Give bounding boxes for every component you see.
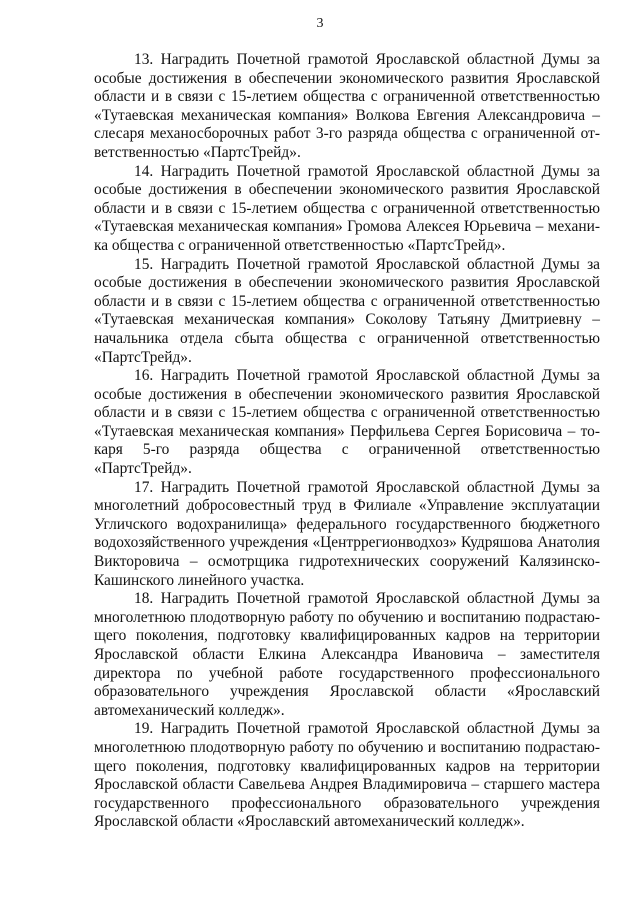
paragraph-17: 17. Наградить Почетной грамотой Ярославской областной Думы за многолетний добросовестный труд в Филиале «Управление эксплуатации Угличского водохранилища» федерального государственного бюджетного водохозяйственного учреждения «Центррегионводхоз» Кудряшова Анатолия Викторовича – осмотрщика гидротехнических сооружений Калязинско-Кашинского линейного участка. — [94, 478, 600, 589]
paragraph-13: 13. Наградить Почетной грамотой Ярославской областной Думы за особые достижения в обеспечении экономического развития Ярославской области и в связи с 15-летием общества с ограниченной ответственностью «Тутаевская механическая компания» Волкова Евгения Александровича – слесаря механосборочных работ 3-го разряда общества с ограниченной ответственностью «ПартсТрейд». — [94, 51, 600, 161]
paragraph-19: 19. Наградить Почетной грамотой Ярославской областной Думы за многолетнюю плодотворную работу по обучению и воспитанию подрастающего поколения, подготовку квалифицированных кадров на территории Ярославской области Савельева Андрея Владимировича – старшего мастера государственного профессионального образовательного учреждения Ярославской области «Ярославский автомеханический колледж». — [94, 720, 600, 831]
document-body — [94, 51, 600, 832]
paragraph-18: 18. Наградить Почетной грамотой Ярославской областной Думы за многолетнюю плодотворную работу по обучению и воспитанию подрастающего поколения, подготовку квалифицированных кадров на территории Ярославской области Елкина Александра Ивановича – заместителя директора по учебной работе государственного профессионального образовательного учреждения Ярославской области «Ярославский автомеханический колледж». — [94, 590, 600, 719]
page-number: 3 — [316, 16, 324, 31]
paragraph-14: 14. Наградить Почетной грамотой Ярославской областной Думы за особые достижения в обеспечении экономического развития Ярославской области и в связи с 15-летием общества с ограниченной ответственностью «Тутаевская механическая компания» Громова Алексея Юрьевича – механика общества с ограниченной ответственностью «ПартсТрейд». — [94, 162, 600, 254]
paragraph-16: 16. Наградить Почетной грамотой Ярославской областной Думы за особые достижения в обеспечении экономического развития Ярославской области и в связи с 15-летием общества с ограниченной ответственностью «Тутаевская механическая компания» Перфильева Сергея Борисовича – токаря 5-го разряда общества с ограниченной ответственностью «ПартсТрейд». — [94, 367, 600, 478]
paragraph-15: 15. Наградить Почетной грамотой Ярославской областной Думы за особые достижения в обеспечении экономического развития Ярославской области и в связи с 15-летием общества с ограниченной ответственностью «Тутаевская механическая компания» Соколову Татьяну Дмитриевну – начальника отдела сбыта общества с ограниченной ответственностью «ПартсТрейд». — [94, 255, 600, 366]
